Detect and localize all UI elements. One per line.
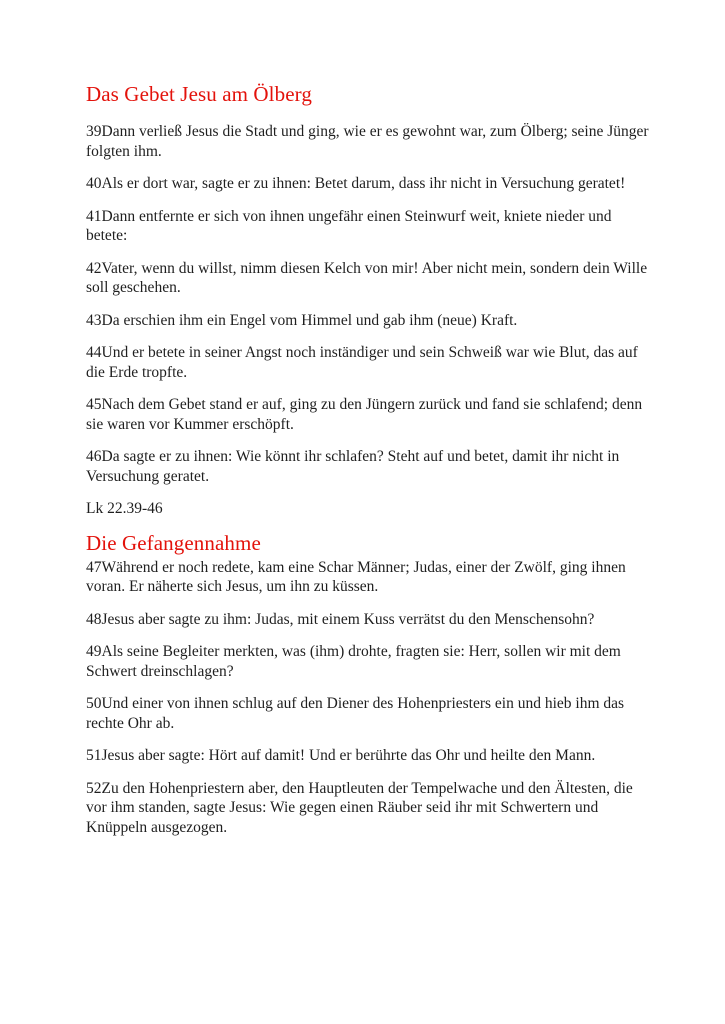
verse-50: 50Und einer von ihnen schlug auf den Diener des Hohenpriesters ein und hieb ihm das rechte Ohr ab. <box>86 695 625 732</box>
verse-41: 41Dann entfernte er sich von ihnen ungefähr einen Steinwurf weit, kniete nieder und betete: <box>86 207 612 245</box>
verse-40: 40Als er dort war, sagte er zu ihnen: Betet darum, dass ihr nicht in Versuchung geratet! <box>86 175 626 193</box>
verse-51: 51Jesus aber sagte: Hört auf damit! Und er berührte das Ohr und heilte den Mann. <box>86 747 596 765</box>
section-gefangennahme <box>86 531 656 838</box>
verse-45: 45Nach dem Gebet stand er auf, ging zu den Jüngern zurück und fand sie schlafend; denn sie waren vor Kummer erschöpft. <box>86 396 643 433</box>
verse-46: 46Da sagte er zu ihnen: Wie könnt ihr schlafen? Steht auf und betet, damit ihr nicht in Versuchung geratet. <box>86 448 620 485</box>
verse-52: 52Zu den Hohenpriestern aber, den Hauptleuten der Tempelwache und den Ältesten, die vor ihm standen, sagte Jesus: Wie gegen einen Räuber seid ihr mit Schwertern und Knüppeln ausgezogen. <box>86 779 633 836</box>
scripture-reference: Lk 22.39-46 <box>86 500 163 518</box>
verse-39: 39Dann verließ Jesus die Stadt und ging, wie er es gewohnt war, zum Ölberg; seine Jünger folgten ihm. <box>86 123 649 160</box>
verse-43: 43Da erschien ihm ein Engel vom Himmel und gab ihm (neue) Kraft. <box>86 311 518 329</box>
verse-49: 49Als seine Begleiter merkten, was (ihm) drohte, fragten sie: Herr, sollen wir mit dem Schwert dreinschlagen? <box>86 643 621 680</box>
verse-42: 42Vater, wenn du willst, nimm diesen Kelch von mir! Aber nicht mein, sondern dein Wille soll geschehen. <box>86 259 648 297</box>
section-heading: Die Gefangennahme <box>86 530 261 555</box>
section-heading: Das Gebet Jesu am Ölberg <box>86 82 312 106</box>
document-page <box>86 82 656 850</box>
section-gebet-am-oelberg <box>86 82 656 519</box>
verse-48: 48Jesus aber sagte zu ihm: Judas, mit einem Kuss verrätst du den Menschensohn? <box>86 610 595 628</box>
verse-47: 47Während er noch redete, kam eine Schar Männer; Judas, einer der Zwölf, ging ihnen voran. Er näherte sich Jesus, um ihn zu küssen. <box>86 558 626 596</box>
verse-44: 44Und er betete in seiner Angst noch inständiger und sein Schweiß war wie Blut, das auf die Erde tropfte. <box>86 344 638 381</box>
